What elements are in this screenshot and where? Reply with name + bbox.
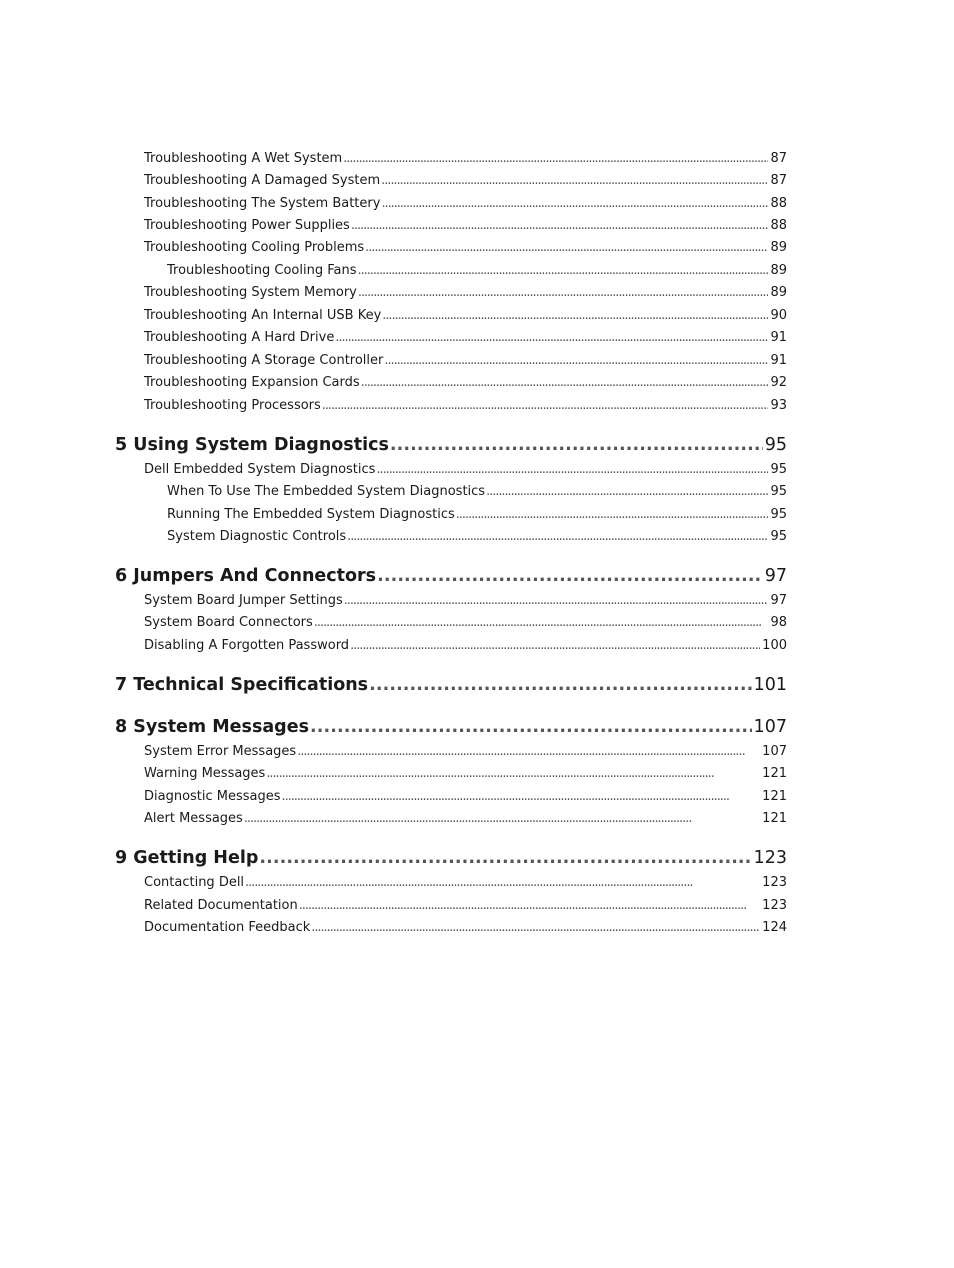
toc-dot-leader [350,638,760,653]
toc-entry[interactable] [167,529,787,547]
toc-entry-page: 124 [762,920,787,935]
toc-entry-label: Troubleshooting A Hard Drive [144,330,335,345]
toc-dot-leader [297,744,760,759]
toc-dot-leader [369,675,751,695]
toc-entry-page: 123 [762,875,787,890]
toc-dot-leader [351,218,769,233]
toc-entry-label: Troubleshooting Expansion Cards [144,375,360,390]
toc-entry-page: 97 [770,593,787,608]
toc-entry[interactable] [144,398,787,416]
toc-dot-leader [365,240,768,255]
toc-entry[interactable] [144,462,787,480]
toc-entry-page: 95 [770,484,787,499]
toc-dot-leader [282,789,761,804]
toc-chapter-label: 8 System Messages [115,717,309,737]
toc-entry[interactable] [144,151,787,169]
toc-chapter-page: 97 [764,566,787,586]
toc-entry-label: System Board Connectors [144,615,313,630]
toc-chapter[interactable] [115,435,787,459]
toc-dot-leader [245,875,760,890]
toc-dot-leader [266,766,760,781]
toc-entry[interactable] [144,330,787,348]
toc-dot-leader [244,811,760,826]
toc-entry-label: Related Documentation [144,898,298,913]
toc-entry[interactable] [144,898,787,916]
toc-entry[interactable] [144,240,787,258]
toc-entry-label: Dell Embedded System Diagnostics [144,462,376,477]
toc-entry-label: Contacting Dell [144,875,245,890]
toc-entry[interactable] [144,196,787,214]
toc-entry[interactable] [144,173,787,191]
toc-chapter[interactable] [115,848,787,872]
toc-dot-leader [486,484,768,499]
toc-dot-leader [343,151,768,166]
toc-dot-leader [311,920,760,935]
toc-chapter-page: 107 [753,717,787,737]
toc-entry-page: 91 [770,330,787,345]
toc-entry[interactable] [167,263,787,281]
toc-entry[interactable] [144,285,787,303]
toc-entry[interactable] [144,308,787,326]
toc-chapter[interactable] [115,675,787,699]
toc-entry-page: 100 [762,638,787,653]
toc-entry[interactable] [167,507,787,525]
toc-entry-page: 91 [770,353,787,368]
toc-chapter[interactable] [115,566,787,590]
toc-dot-leader [382,308,768,323]
toc-dot-leader [361,375,769,390]
toc-entry-label: Troubleshooting A Storage Controller [144,353,384,368]
toc-dot-leader [381,173,768,188]
toc-dot-leader [377,566,763,586]
toc-entry-page: 87 [770,151,787,166]
toc-entry[interactable] [144,638,787,656]
toc-entry-page: 88 [770,218,787,233]
toc-entry[interactable] [144,615,787,633]
toc-entry-label: Disabling A Forgotten Password [144,638,350,653]
toc-entry-page: 95 [770,462,787,477]
toc-entry-label: Troubleshooting A Damaged System [144,173,381,188]
toc-entry[interactable] [167,484,787,502]
toc-dot-leader [384,353,768,368]
toc-entry[interactable] [144,875,787,893]
toc-entry-page: 93 [770,398,787,413]
toc-entry-label: System Error Messages [144,744,297,759]
toc-entry-label: Warning Messages [144,766,266,781]
toc-chapter-label: 6 Jumpers And Connectors [115,566,377,586]
toc-entry-label: Diagnostic Messages [144,789,281,804]
toc-entry-label: System Diagnostic Controls [167,529,347,544]
toc-chapter-page: 123 [753,848,787,868]
toc-dot-leader [344,593,769,608]
toc-entry-label: System Board Jumper Settings [144,593,343,608]
toc-entry[interactable] [144,593,787,611]
toc-entry-label: Troubleshooting Cooling Fans [167,263,357,278]
toc-dot-leader [259,848,751,868]
toc-entry-page: 89 [770,240,787,255]
toc-dot-leader [299,898,760,913]
toc-entry[interactable] [144,789,787,807]
toc-entry-page: 95 [770,529,787,544]
toc-dot-leader [376,462,768,477]
toc-entry[interactable] [144,218,787,236]
toc-chapter-page: 95 [764,435,787,455]
toc-entry-page: 87 [770,173,787,188]
toc-chapter-label: 9 Getting Help [115,848,259,868]
toc-entry-label: Alert Messages [144,811,243,826]
toc-chapter-page: 101 [753,675,787,695]
toc-dot-leader [335,330,768,345]
toc-entry-page: 89 [770,263,787,278]
toc-entry-label: When To Use The Embedded System Diagnostics [167,484,486,499]
toc-entry-label: Troubleshooting An Internal USB Key [144,308,382,323]
toc-dot-leader [381,196,768,211]
toc-entry-label: Troubleshooting Power Supplies [144,218,350,233]
toc-entry-page: 98 [770,615,787,630]
toc-entry-page: 107 [762,744,787,759]
toc-entry[interactable] [144,353,787,371]
toc-entry-page: 121 [762,766,787,781]
toc-entry[interactable] [144,766,787,784]
toc-entry-page: 88 [770,196,787,211]
toc-entry-page: 92 [770,375,787,390]
toc-entry-label: Troubleshooting Cooling Problems [144,240,365,255]
toc-entry-page: 121 [762,789,787,804]
toc-dot-leader [390,435,763,455]
toc-entry-label: Troubleshooting Processors [144,398,321,413]
toc-chapter[interactable] [115,717,787,741]
toc-entry[interactable] [144,744,787,762]
toc-dot-leader [322,398,769,413]
toc-chapter-label: 5 Using System Diagnostics [115,435,389,455]
toc-entry-label: Documentation Feedback [144,920,311,935]
toc-entry[interactable] [144,375,787,393]
toc-entry-label: Troubleshooting System Memory [144,285,357,300]
toc-entry-label: Troubleshooting The System Battery [144,196,381,211]
toc-entry[interactable] [144,811,787,829]
toc-chapter-label: 7 Technical Specifications [115,675,369,695]
toc-dot-leader [358,285,769,300]
toc-dot-leader [456,507,769,522]
toc-dot-leader [310,717,752,737]
toc-entry-page: 123 [762,898,787,913]
toc-dot-leader [314,615,769,630]
toc-entry-page: 90 [770,308,787,323]
toc-dot-leader [358,263,769,278]
toc-entry-page: 95 [770,507,787,522]
toc-dot-leader [347,529,768,544]
toc-entry[interactable] [144,920,787,938]
toc-entry-label: Running The Embedded System Diagnostics [167,507,455,522]
toc-entry-page: 121 [762,811,787,826]
toc-entry-page: 89 [770,285,787,300]
toc-entry-label: Troubleshooting A Wet System [144,151,343,166]
